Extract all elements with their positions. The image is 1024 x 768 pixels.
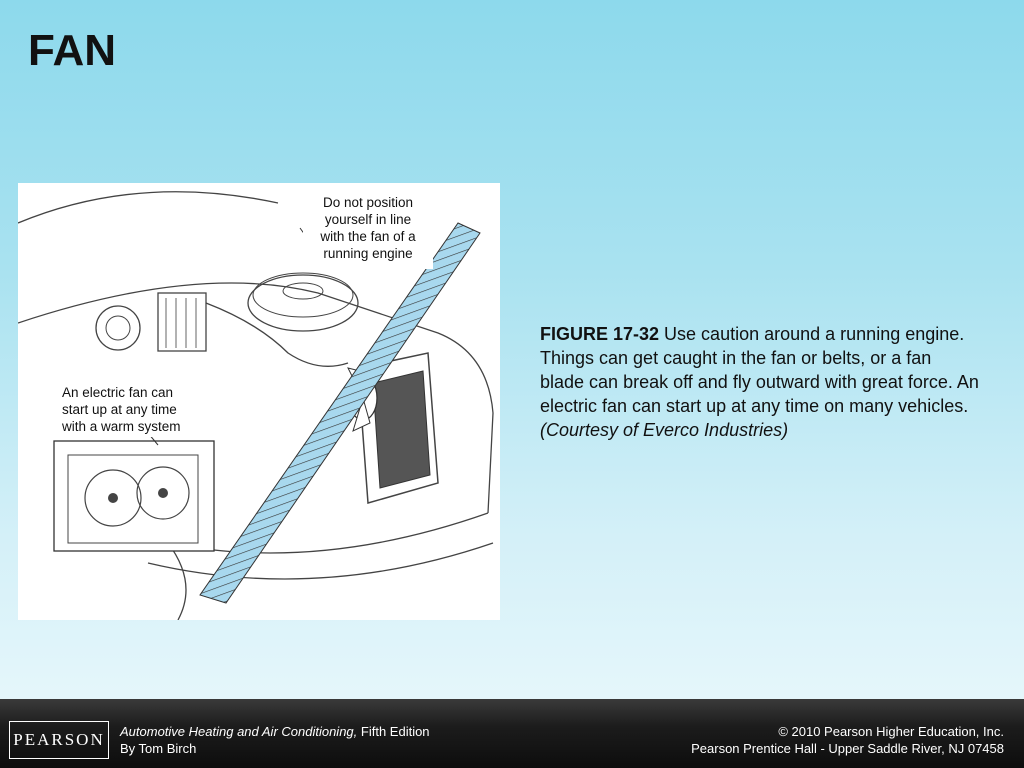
warning-label-line: yourself in line (324, 212, 412, 227)
figure-caption (540, 322, 980, 442)
publisher-text: Pearson Prentice Hall - Upper Saddle River, NJ 07458 (691, 741, 1004, 756)
copyright-text: © 2010 Pearson Higher Education, Inc. (778, 724, 1004, 739)
figure-number: FIGURE 17-32 (540, 324, 660, 344)
electric-fan-label-line: start up at any time (62, 402, 177, 417)
warning-label-line: running engine (323, 246, 413, 261)
engine-bay-drawing (18, 183, 500, 620)
book-author: By Tom Birch (120, 741, 197, 756)
slide-title: FAN (28, 26, 116, 75)
warning-label-line: Do not position (322, 195, 414, 210)
electric-fan-label-line: An electric fan can (62, 385, 174, 400)
caption-text: Use caution around a running engine. Things can get caught in the fan or belts, or a fan blade can break off and fly outward with great force. An electric fan can start up at any time on many vehicles. (540, 324, 979, 416)
book-title: Automotive Heating and Air Conditioning, (120, 724, 358, 739)
fan-safety-illustration (18, 183, 500, 620)
slide-footer (0, 699, 1024, 768)
warning-label-line: with the fan of a (320, 229, 416, 244)
book-info (120, 723, 430, 757)
book-edition: Fifth Edition (357, 724, 430, 739)
pearson-logo: PEARSON (9, 721, 109, 759)
electric-fan-label-line: with a warm system (62, 419, 181, 434)
publisher-info (691, 723, 1004, 757)
caption-courtesy: (Courtesy of Everco Industries) (540, 420, 789, 440)
